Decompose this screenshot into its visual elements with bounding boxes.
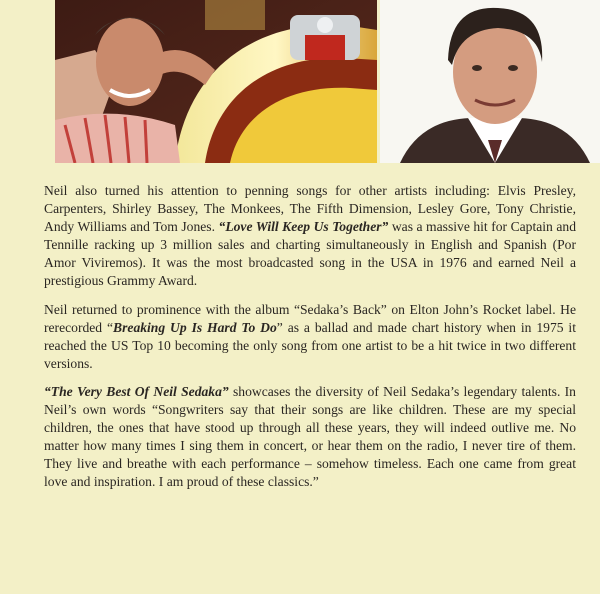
paragraph-2-text-a: Neil returned to prominence with the album “Sedaka’s Back” on Elton John’s Rocket label. He rerecorded “ [44,301,576,335]
paragraph-comeback [44,301,576,373]
paragraph-1-text-a: Neil also turned his attention to penning songs for other artists including: Elvis Presley, Carpenters, Shirley Bassey, The Monkees, The Fifth Dimension, Lesley Gore, Tony Christie, Andy Williams and Tom Jones. [44,183,576,235]
song-title-breaking-up-is-hard-to-do: Breaking Up Is Hard To Do [113,319,277,335]
portrait-photo [380,0,600,163]
jukebox-photo-art [55,0,377,163]
paragraph-1-text-b: was a massive hit for Captain and Tennille racking up 3 million sales and charting simultaneously in English and Spanish (Por Amor Viviremos). It was the most broadcasted song in the USA in 1976 and earned Neil a prestigious Grammy Award. [44,219,576,289]
paragraph-2-text-b: ” as a ballad and made chart history when in 1975 it reached the US Top 10 becoming the only song from one artist to be a hit twice in two different versions. [44,319,576,371]
paragraph-very-best-of [44,383,576,492]
jukebox-photo [55,0,377,163]
album-title-very-best-of: “The Very Best Of Neil Sedaka” [44,383,229,399]
portrait-photo-art [380,0,600,163]
song-title-love-will-keep-us-together: “Love Will Keep Us Together” [218,219,389,235]
photo-strip [0,0,600,163]
liner-notes-text [44,182,576,502]
paragraph-3-text-b: showcases the diversity of Neil Sedaka’s legendary talents. In Neil’s own words “Songwriters say that their songs are like children. These are my special children, the ones that have stood up through all these years, they will indeed outlive me. No matter how many times I sing them in concert, or hear them on the radio, I never tire of them. They live and breathe with each performance – somehow timeless. Each one came from great love and inspiration. I am proud of these classics.” [44,383,576,490]
paragraph-songwriting [44,182,576,291]
